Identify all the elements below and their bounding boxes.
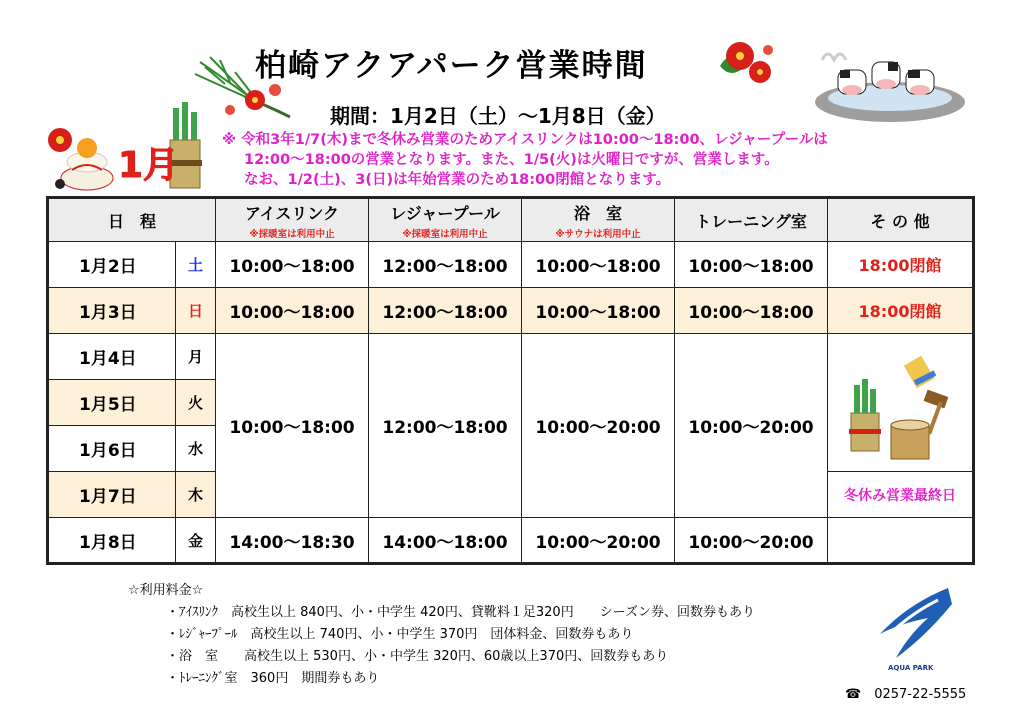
pool-hours-cell: 14:00～18:00 [369,518,522,564]
header-training-room: トレーニング室 [675,198,828,242]
date-cell: 1月3日 [48,288,176,334]
aqua-park-logo [868,584,958,662]
date-cell: 1月8日 [48,518,176,564]
other-cell: 冬休み営業最終日 [828,472,974,518]
weekday-cell: 水 [176,426,216,472]
bath-hours-cell: 10:00～20:00 [522,518,675,564]
notice [222,130,828,190]
training-hours-cell: 10:00～20:00 [675,518,828,564]
header-bath: 浴 室 ※サウナは利用中止 [522,198,675,242]
header-other: そ の 他 [828,198,974,242]
ice-hours-cell: 10:00～18:00 [216,288,369,334]
other-cell: 18:00閉館 [828,242,974,288]
fee-training-room: ・ﾄﾚｰﾆﾝｸﾞ室 360円 期間券もあり [166,671,380,686]
table-row [48,242,974,288]
weekday-cell: 金 [176,518,216,564]
fees-section [128,580,755,690]
fees-heading: ☆利用料金☆ [128,583,204,598]
ice-hours-cell: 14:00～18:30 [216,518,369,564]
training-hours-cell: 10:00～18:00 [675,242,828,288]
phone-number: ☎ 0257-22-5555 [845,687,967,702]
weekday-cell: 木 [176,472,216,518]
pool-hours-cell: 12:00～18:00 [369,242,522,288]
notice-line-1: ※ 令和3年1/7(木)まで冬休み営業のためアイスリンクは10:00～18:00、レジャープールは [222,132,828,148]
other-cell: 18:00閉館 [828,288,974,334]
weekday-cell: 土 [176,242,216,288]
bath-hours-cell: 10:00～18:00 [522,288,675,334]
ice-hours-cell: 10:00～18:00 [216,242,369,288]
other-cell [828,518,974,564]
camellia-flower-decoration [712,36,778,90]
header-schedule: 日 程 [48,198,216,242]
cows-in-hot-spring-illustration [810,40,970,126]
header-leisure-pool: レジャープール ※採暖室は利用中止 [369,198,522,242]
period-text: 期間：1月2日（土）～1月8日（金） [330,104,666,128]
schedule-table [46,196,975,565]
notice-line-3: なお、1/2(土)、3(日)は年始営業のため18:00閉館となります。 [244,172,671,188]
table-row [48,334,974,380]
bath-hours-merged-cell: 10:00～20:00 [522,334,675,518]
brand-name: AQUA PARK [888,664,934,672]
month-badge: 1月 [118,145,180,186]
fee-ice-rink: ・ｱｲｽﾘﾝｸ 高校生以上 840円、小・中学生 420円、貸靴料１足320円 シーズン券、回数券もあり [166,605,756,620]
kadomatsu-and-mochi-illustration [845,353,955,463]
table-row [48,518,974,564]
page-title: 柏崎アクアパーク営業時間 [255,48,648,84]
date-cell: 1月7日 [48,472,176,518]
fee-bath: ・浴 室 高校生以上 530円、小・中学生 320円、60歳以上370円、回数券もあり [166,649,669,664]
other-illustration-cell [828,334,974,472]
date-cell: 1月6日 [48,426,176,472]
training-hours-cell: 10:00～18:00 [675,288,828,334]
date-cell: 1月4日 [48,334,176,380]
table-row [48,288,974,334]
training-hours-merged-cell: 10:00～20:00 [675,334,828,518]
pool-hours-merged-cell: 12:00～18:00 [369,334,522,518]
date-cell: 1月5日 [48,380,176,426]
date-cell: 1月2日 [48,242,176,288]
weekday-cell: 月 [176,334,216,380]
pool-hours-cell: 12:00～18:00 [369,288,522,334]
fee-leisure-pool: ・ﾚｼﾞｬｰﾌﾟｰﾙ 高校生以上 740円、小・中学生 370円 団体料金、回数券もあり [166,627,634,642]
weekday-cell: 日 [176,288,216,334]
bath-hours-cell: 10:00～18:00 [522,242,675,288]
header-row [48,198,974,242]
weekday-cell: 火 [176,380,216,426]
ice-hours-merged-cell: 10:00～18:00 [216,334,369,518]
header-ice-rink: アイスリンク ※採暖室は利用中止 [216,198,369,242]
notice-line-2: 12:00～18:00の営業となります。また、1/5(火)は火曜日ですが、営業します。 [244,152,779,168]
